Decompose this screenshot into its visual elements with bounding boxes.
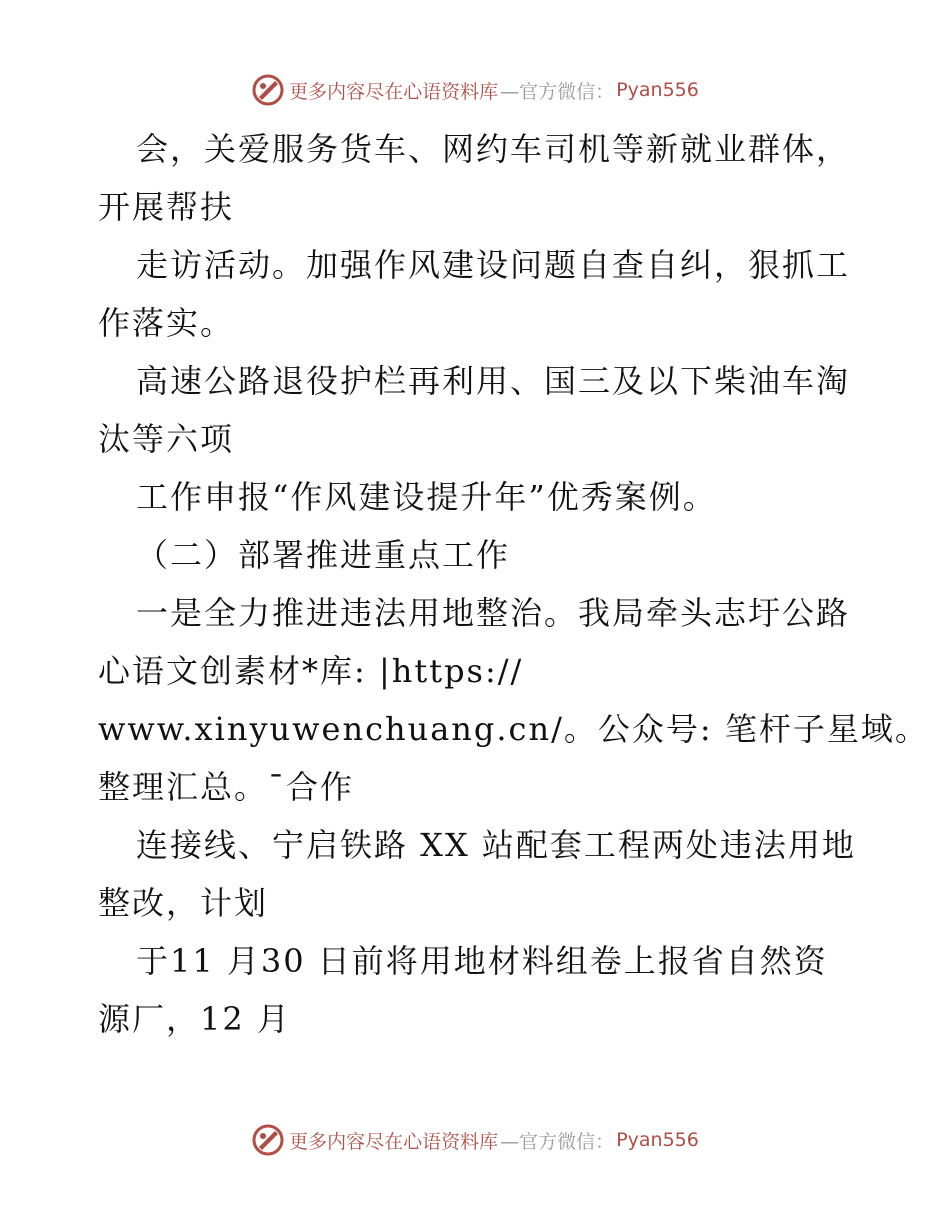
text-line: 汰等六项 [98,420,235,458]
text-line: 作落实。 [98,304,235,342]
text-line: 整改，计划 [98,884,269,922]
text-line: 高速公路退役护栏再利用、国三及以下柴油车淘 [136,362,851,400]
banner-separator: —官方微信： [500,1130,615,1153]
banner-text: 更多内容尽在心语资料库 [289,1130,499,1153]
text-line: 会，关爱服务货车、网约车司机等新就业群体， [136,130,851,168]
section-heading: （二）部署推进重点工作 [136,536,511,574]
text-line: 连接线、宁启铁路 XX 站配套工程两处违法用地 [136,826,856,864]
banner-text: 更多内容尽在心语资料库 [289,80,499,103]
text-line: 心语文创素材*库: |https:// [98,652,524,690]
document-body [98,120,929,1048]
banner-account: Pyan556 [616,79,699,101]
footer-watermark [0,1120,950,1160]
text-line: 工作申报“作风建设提升年”优秀案例。 [136,478,717,516]
text-line: 整理汇总。¯合作 [98,768,355,806]
text-line: 一是全力推进违法用地整治。我局牵头志圩公路 [136,594,851,632]
text-line: www.xinyuwenchuang.cn/。公众号: 笔杆子星域。 [98,710,929,748]
logo-icon [251,73,285,107]
banner-separator: —官方微信： [500,80,615,103]
text-line: 开展帮扶 [98,188,235,226]
banner-account: Pyan556 [616,1129,699,1151]
header-watermark [0,70,950,110]
text-line: 走访活动。加强作风建设问题自查自纠，狠抓工 [136,246,851,284]
logo-icon [251,1123,285,1157]
text-line: 于11 月30 日前将用地材料组卷上报省自然资 [136,942,828,980]
text-line: 源厂，12 月 [98,1000,291,1038]
